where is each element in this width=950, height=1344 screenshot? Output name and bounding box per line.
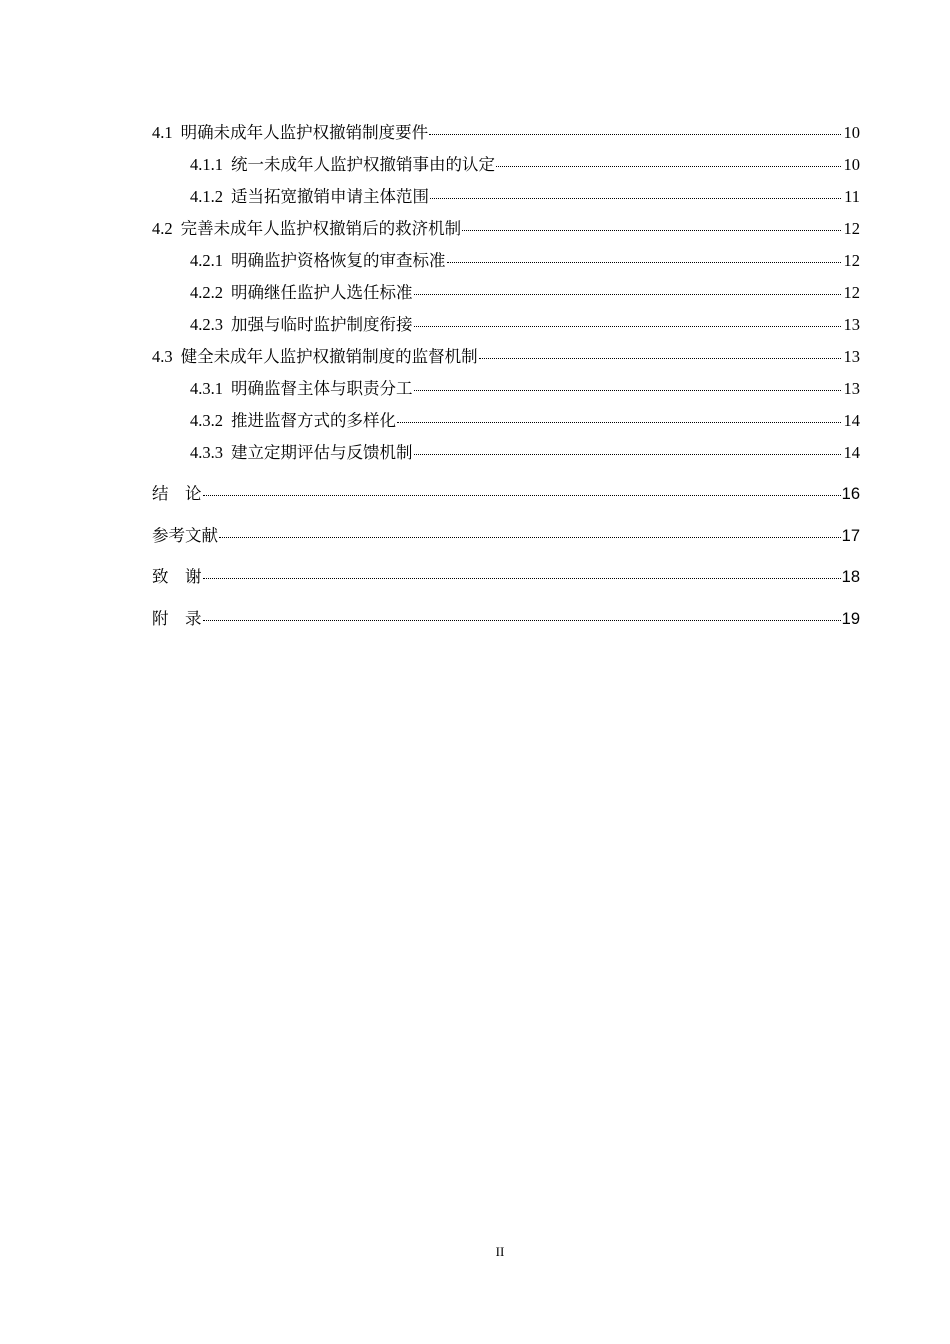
toc-entry-title: 统一未成年人监护权撤销事由的认定 bbox=[231, 155, 495, 174]
toc-entry-page: 13 bbox=[843, 315, 860, 334]
toc-entry-title: 明确继任监护人选任标准 bbox=[231, 283, 413, 302]
dot-leader bbox=[219, 537, 841, 538]
toc-entry[interactable] bbox=[152, 437, 860, 469]
toc-entry-title: 适当拓宽撤销申请主体范围 bbox=[231, 187, 429, 206]
toc-entry[interactable] bbox=[152, 181, 860, 213]
toc-entry-title: 明确未成年人监护权撤销制度要件 bbox=[180, 123, 429, 142]
toc-entry-number: 4.3.1 bbox=[190, 379, 223, 398]
toc-entry-page: 14 bbox=[843, 443, 860, 462]
toc-entry-title: 明确监护资格恢复的审查标准 bbox=[231, 251, 446, 270]
dot-leader bbox=[479, 358, 841, 359]
toc-entry-number: 4.2 bbox=[152, 219, 173, 238]
toc-entry-page: 13 bbox=[843, 347, 860, 366]
toc-entry[interactable] bbox=[152, 309, 860, 341]
dot-leader bbox=[462, 230, 841, 231]
toc-entry-page: 11 bbox=[844, 187, 860, 206]
toc-entry[interactable] bbox=[152, 552, 860, 594]
toc-entry-title: 加强与临时监护制度衔接 bbox=[231, 315, 413, 334]
dot-leader bbox=[203, 578, 841, 579]
toc-entry-number: 4.1 bbox=[152, 123, 173, 142]
toc-entry[interactable] bbox=[152, 117, 860, 149]
toc-entry-title: 建立定期评估与反馈机制 bbox=[231, 443, 413, 462]
toc-entry[interactable] bbox=[152, 149, 860, 181]
toc-entry-page: 19 bbox=[841, 609, 860, 628]
toc-entry-title: 附 录 bbox=[152, 609, 202, 628]
toc-entry-title: 参考文献 bbox=[152, 526, 218, 545]
toc-entry-title: 推进监督方式的多样化 bbox=[231, 411, 396, 430]
toc-entry-page: 12 bbox=[843, 251, 860, 270]
toc-entry-number: 4.2.1 bbox=[190, 251, 223, 270]
toc-entry-title: 致 谢 bbox=[152, 568, 202, 587]
dot-leader bbox=[447, 262, 842, 263]
dot-leader bbox=[414, 326, 842, 327]
toc-entry-number: 4.3 bbox=[152, 347, 173, 366]
toc-entry[interactable] bbox=[152, 511, 860, 553]
toc-entry-page: 10 bbox=[843, 155, 860, 174]
toc-entry-page: 18 bbox=[841, 568, 860, 587]
toc-entry-title: 明确监督主体与职责分工 bbox=[231, 379, 413, 398]
dot-leader bbox=[430, 198, 841, 199]
toc-entry-page: 14 bbox=[843, 411, 860, 430]
toc-entry[interactable] bbox=[152, 245, 860, 277]
toc-entry-page: 10 bbox=[843, 123, 860, 142]
toc-entry[interactable] bbox=[152, 341, 860, 373]
toc-entry-number: 4.2.3 bbox=[190, 315, 223, 334]
page-number: II bbox=[495, 1244, 505, 1259]
toc-entry-number: 4.2.2 bbox=[190, 283, 223, 302]
dot-leader bbox=[414, 454, 842, 455]
dot-leader bbox=[414, 294, 842, 295]
toc-entry-number: 4.3.3 bbox=[190, 443, 223, 462]
toc-entry-page: 12 bbox=[843, 283, 860, 302]
toc-entry-title: 结 论 bbox=[152, 485, 202, 503]
toc-entry-page: 12 bbox=[843, 219, 860, 238]
dot-leader bbox=[203, 495, 841, 496]
toc-entry-number: 4.1.2 bbox=[190, 187, 223, 206]
toc-entry[interactable] bbox=[152, 405, 860, 437]
dot-leader bbox=[496, 166, 841, 167]
toc-entry-page: 13 bbox=[843, 379, 860, 398]
toc-entry[interactable] bbox=[152, 373, 860, 405]
toc-entry-title: 健全未成年人监护权撤销制度的监督机制 bbox=[180, 347, 478, 366]
dot-leader bbox=[397, 422, 841, 423]
toc-entry-number: 4.3.2 bbox=[190, 411, 223, 430]
toc-entry-number: 4.1.1 bbox=[190, 155, 223, 174]
toc-entry-page: 17 bbox=[841, 526, 860, 545]
toc-entry-page: 16 bbox=[841, 485, 860, 503]
toc-entry-title: 完善未成年人监护权撤销后的救济机制 bbox=[180, 219, 462, 238]
dot-leader bbox=[203, 620, 841, 621]
dot-leader bbox=[429, 134, 841, 135]
toc-entry[interactable] bbox=[152, 594, 860, 636]
table-of-contents bbox=[152, 117, 860, 635]
toc-entry[interactable] bbox=[152, 213, 860, 245]
toc-entry[interactable] bbox=[152, 277, 860, 309]
toc-entry[interactable] bbox=[152, 469, 860, 511]
dot-leader bbox=[414, 390, 842, 391]
